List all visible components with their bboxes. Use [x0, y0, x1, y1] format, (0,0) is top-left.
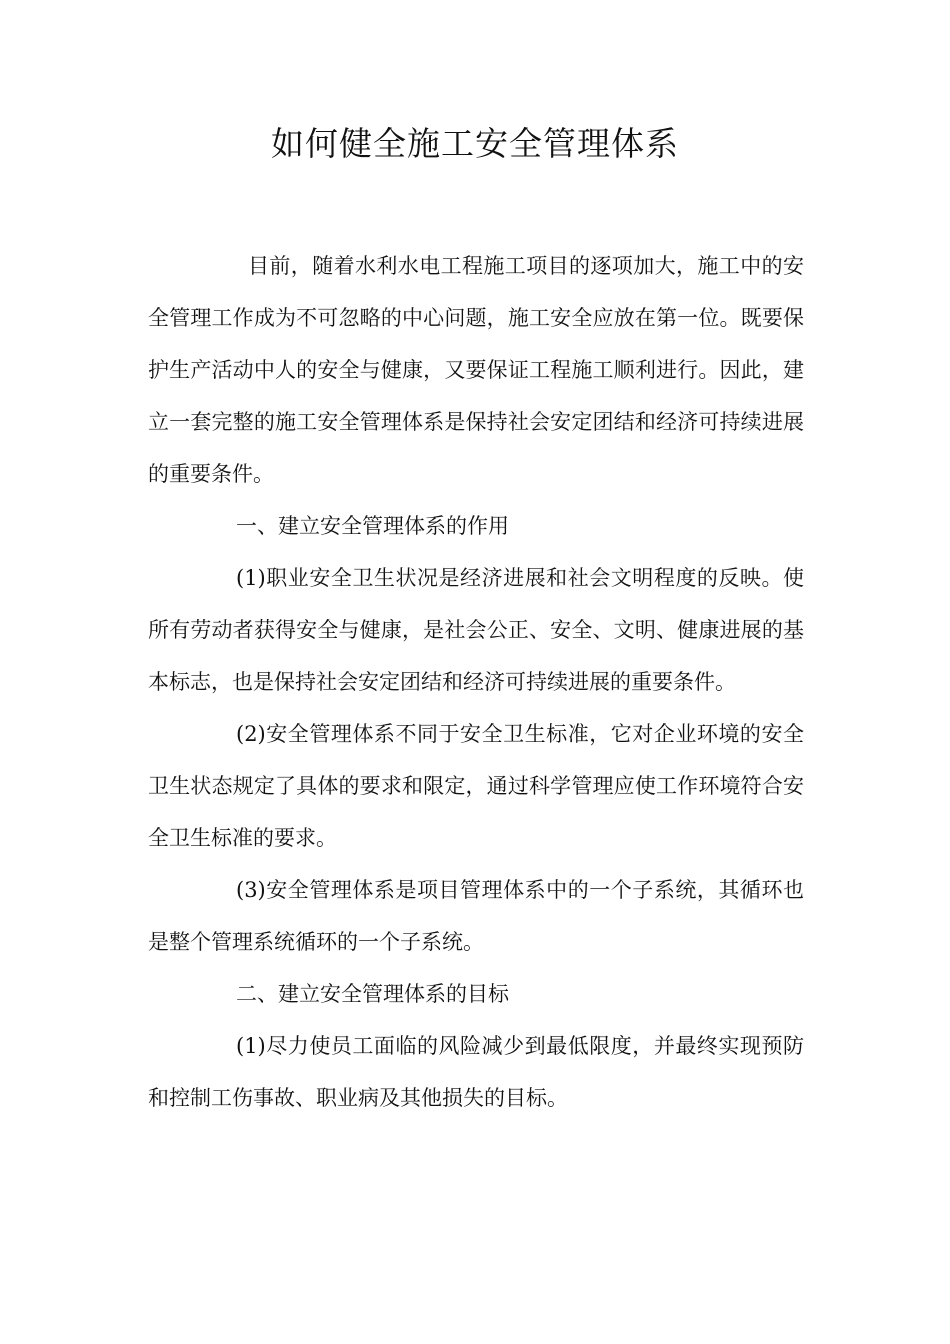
section-heading-1: 一、建立安全管理体系的作用 [236, 514, 509, 538]
paragraph-1-1: (1)职业安全卫生状况是经济进展和社会文明程度的反映。使所有劳动者获得安全与健康，是社会公正、安全、文明、健康进展的基本标志，也是保持社会安定团结和经济可持续进展的重要条件。 [148, 566, 804, 694]
document-body [148, 240, 804, 1124]
paragraph-1-3: (3)安全管理体系是项目管理体系中的一个子系统，其循环也是整个管理系统循环的一个子系统。 [148, 878, 804, 954]
paragraph-1-2: (2)安全管理体系不同于安全卫生标准，它对企业环境的安全卫生状态规定了具体的要求和限定，通过科学管理应使工作环境符合安全卫生标准的要求。 [148, 722, 804, 850]
intro-paragraph: 目前，随着水利水电工程施工项目的逐项加大，施工中的安全管理工作成为不可忽略的中心问题，施工安全应放在第一位。既要保护生产活动中人的安全与健康，又要保证工程施工顺利进行。因此，建立一套完整的施工安全管理体系是保持社会安定团结和经济可持续进展的重要条件。 [148, 254, 804, 486]
paragraph-2-1: (1)尽力使员工面临的风险减少到最低限度，并最终实现预防和控制工伤事故、职业病及其他损失的目标。 [148, 1034, 804, 1110]
document-title: 如何健全施工安全管理体系 [271, 124, 679, 163]
section-heading-2: 二、建立安全管理体系的目标 [236, 982, 509, 1006]
